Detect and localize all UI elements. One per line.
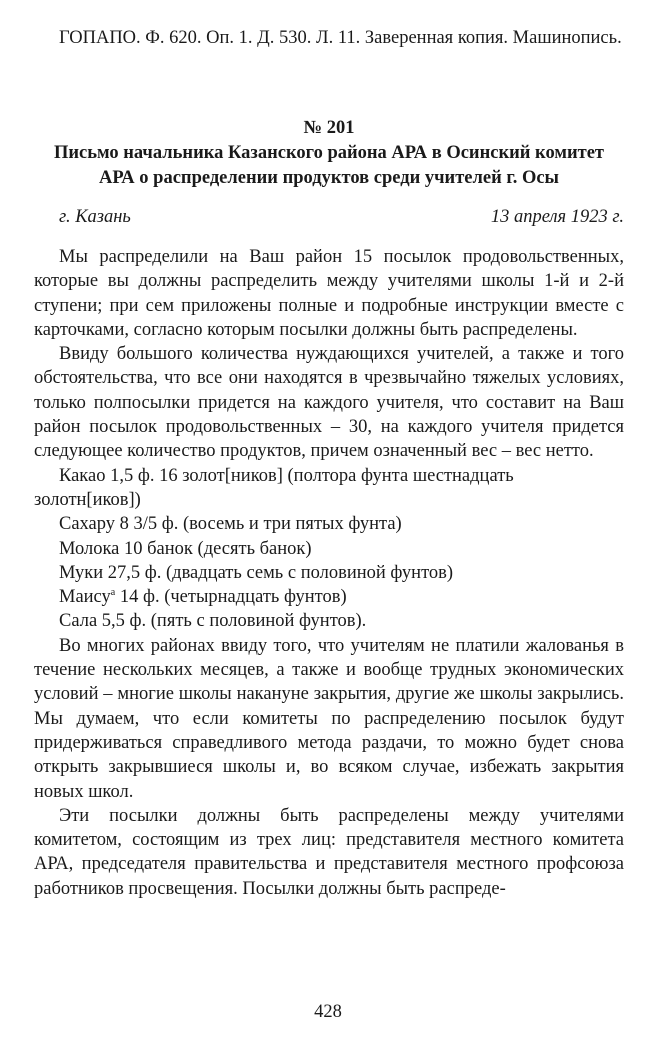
- document-date: 13 апреля 1923 г.: [490, 207, 624, 227]
- list-item: [34, 585, 624, 609]
- list-item: Муки 27,5 ф. (двадцать семь с половиной фунтов): [59, 562, 454, 583]
- document-number: № 201: [303, 118, 355, 138]
- list-item: Сахару 8 3/5 ф. (восемь и три пятых фунта): [59, 514, 402, 535]
- document-title: Письмо начальника Казанского района АРА в Осинский комитет АРА о распределении продуктов среди учителей г. Осы: [53, 143, 605, 188]
- page-number: 428: [314, 1002, 342, 1022]
- archive-reference: ГОПАПО. Ф. 620. Оп. 1. Д. 530. Л. 11. Заверенная копия. Машинопись.: [59, 28, 622, 48]
- document-page: [34, 26, 624, 901]
- place-date-line: [34, 205, 624, 230]
- paragraph: Мы распределили на Ваш район 15 посылок продовольственных, которые вы должны распределить между учителями школы 1-й и 2-й ступени; при сем приложены полные и подробные инструкции вместе с карточками, согласно которым посылки должны быть распределены.: [34, 247, 624, 340]
- item-text: Маису: [59, 587, 111, 608]
- footnote-marker: а: [110, 587, 116, 598]
- list-item: Сала 5,5 ф. (пять с половиной фунтов).: [59, 611, 367, 632]
- paragraph: Во многих районах ввиду того, что учителям не платили жалованья в течение нескольких месяцев, а также и вообще трудных экономических условий – многие школы накануне закрытия, другие же школы закрылись. Мы думаем, что если комитеты по распределению посылок будут придерживаться справедливого метода раздачи, то можно будет снова открыть закрывшиеся школы и, во всяком случае, избежать закрытия новых школ.: [34, 635, 624, 802]
- document-place: г. Казань: [59, 207, 131, 227]
- paragraph: Ввиду большого количества нуждающихся учителей, а также и того обстоятельства, что все они находятся в чрезвычайно тяжелых условиях, только полпосылки придется на каждого учителя, что составит на Ваш район посылок продовольственных – 30, на каждого учителя придется следующее количество продуктов, причем означенный вес – вес нетто.: [34, 344, 624, 462]
- list-item: Какао 1,5 ф. 16 золот[ников] (полтора фунта шестнадцать золотн[иков]): [34, 465, 514, 510]
- paragraph: Эти посылки должны быть распределены между учителями комитетом, состоящим из трех лиц: представителя местного комитета АРА, председателя правительства и представителя местного профсоюза работников просвещения. Посылки должны быть распреде-: [34, 805, 624, 899]
- item-text: 14 ф. (четырнадцать фунтов): [115, 587, 347, 608]
- list-item: Молока 10 банок (десять банок): [59, 538, 312, 559]
- letter-body: [34, 245, 624, 901]
